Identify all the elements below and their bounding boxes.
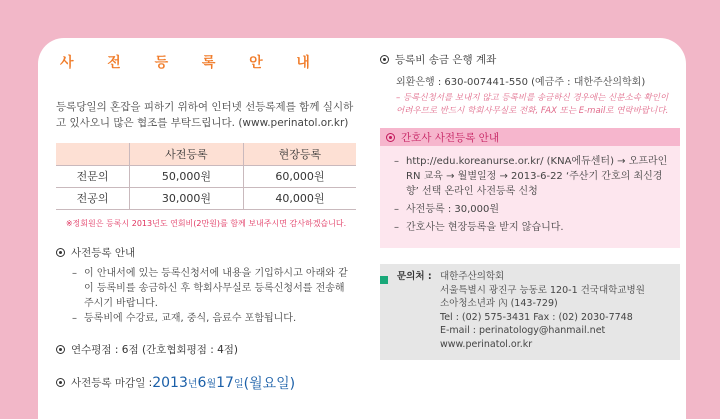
fee-table-header <box>56 143 130 165</box>
prereg-section <box>56 245 356 326</box>
points-row <box>56 342 356 357</box>
points-text: 연수평점 : 6점 (간호협회평점 : 4점) <box>71 343 239 356</box>
dash-icon: – <box>394 204 399 215</box>
deadline-weekday: (월요일) <box>243 375 296 392</box>
list-item <box>72 311 356 326</box>
dash-icon: – <box>72 312 77 324</box>
circle-bullet-icon <box>380 55 389 64</box>
dash-icon: – <box>394 156 399 167</box>
list-item-text: 사전등록 : 30,000원 <box>406 204 500 215</box>
contact-line: 대한주산의학회 <box>440 271 505 282</box>
list-item <box>394 154 672 199</box>
table-cell: 60,000원 <box>243 165 356 187</box>
right-column <box>380 52 670 360</box>
table-cell: 50,000원 <box>130 165 244 187</box>
deadline-label: 사전등록 마감일 : <box>71 377 153 389</box>
prereg-list <box>72 266 356 326</box>
circle-bullet-icon <box>56 248 65 257</box>
nurse-list <box>380 146 680 235</box>
circle-bullet-icon <box>386 133 395 142</box>
title-char: 등 <box>154 55 169 71</box>
deadline-month: 6 <box>197 374 207 391</box>
list-item-text: 이 안내서에 있는 등록신청서에 내용을 기입하시고 아래와 같이 등록비를 송금하신 후 학회사무실로 등록신청서를 전송해 주시기 바랍니다. <box>84 267 348 309</box>
title-char: 전 <box>107 55 121 71</box>
contact-line: E-mail : perinatology@hanmail.net <box>440 325 606 336</box>
dash-icon: – <box>394 222 399 233</box>
square-marker-icon <box>380 276 388 284</box>
table-cell: 40,000원 <box>243 187 356 209</box>
deadline-day: 17 <box>216 374 234 391</box>
contact-line: 소아청소년과 內 (143-729) <box>440 298 558 309</box>
fee-table <box>56 143 356 210</box>
contact-label: 문의처 : <box>397 271 432 282</box>
table-row <box>56 187 356 209</box>
deadline-day-unit: 일 <box>233 379 244 390</box>
title-char: 록 <box>201 55 216 71</box>
left-column <box>56 52 356 393</box>
fee-table-header: 현장등록 <box>243 143 356 165</box>
table-cell: 전공의 <box>56 187 130 209</box>
deadline-month-unit: 월 <box>206 379 217 390</box>
fee-table-header-row <box>56 143 356 165</box>
intro-text: 등록당일의 혼잡을 피하기 위하여 인터넷 선등록제를 함께 실시하고 있사오니 많은 협조를 부탁드립니다. (www.perinatol.or.kr) <box>56 101 354 129</box>
dash-icon: – <box>72 267 77 279</box>
deadline-year-unit: 년 <box>187 379 198 390</box>
page-title <box>60 52 310 72</box>
bank-heading-row <box>380 52 670 67</box>
bank-note: – 등록신청서를 보내지 않고 등록비를 송금하신 경우에는 신분소속 확인이 어려우므로 반드시 학회사무실로 전화, FAX 또는 E-mail로 연락바랍니다. <box>396 93 669 116</box>
contact-line[interactable]: www.perinatol.or.kr <box>440 338 533 350</box>
deadline-row <box>56 373 356 393</box>
circle-bullet-icon <box>56 345 65 354</box>
list-item <box>394 220 672 235</box>
deadline-section <box>56 373 356 393</box>
prereg-heading-row <box>56 245 356 260</box>
title-char: 안 <box>249 55 263 71</box>
title-char: 내 <box>296 55 310 71</box>
nurse-box <box>380 128 680 248</box>
table-cell: 30,000원 <box>130 187 244 209</box>
table-cell: 전문의 <box>56 165 130 187</box>
nurse-heading: 간호사 사전등록 안내 <box>401 131 499 144</box>
contact-line: 서울특별시 광진구 능동로 120-1 건국대학교병원 <box>440 284 645 296</box>
prereg-heading: 사전등록 안내 <box>71 246 136 259</box>
list-item-text: 등록비에 수강료, 교재, 중식, 음료수 포함됩니다. <box>84 312 297 324</box>
table-row <box>56 165 356 187</box>
points-section <box>56 342 356 357</box>
list-item-text: 간호사는 현장등록을 받지 않습니다. <box>406 222 564 233</box>
bank-heading: 등록비 송금 은행 계좌 <box>395 54 497 66</box>
contact-lines <box>440 270 645 351</box>
title-char: 사 <box>60 55 74 71</box>
nurse-heading-row <box>380 128 680 146</box>
contact-line: Tel : (02) 575-3431 Fax : (02) 2030-7748 <box>440 311 633 323</box>
list-item <box>394 202 672 217</box>
contact-box <box>380 264 680 360</box>
list-item <box>72 266 356 311</box>
fee-table-header: 사전등록 <box>130 143 244 165</box>
bank-account: 외환은행 : 630-007441-550 (예금주 : 대한주산의학회) <box>396 77 646 88</box>
deadline-year: 2013 <box>152 374 188 391</box>
list-item-text: http://edu.koreanurse.or.kr/ (KNA에듀센터) → 오프라인RN 교육 → 월별일정 → 2013-6-22 ‘주산기 간호의 최신경향’ 선택 온라인 사전등록 신청 <box>406 156 668 197</box>
fee-note: ※정회원은 등록시 2013년도 연회비(2만원)를 함께 보내주시면 감사하겠습니다. <box>65 218 347 228</box>
circle-bullet-icon <box>56 378 65 387</box>
